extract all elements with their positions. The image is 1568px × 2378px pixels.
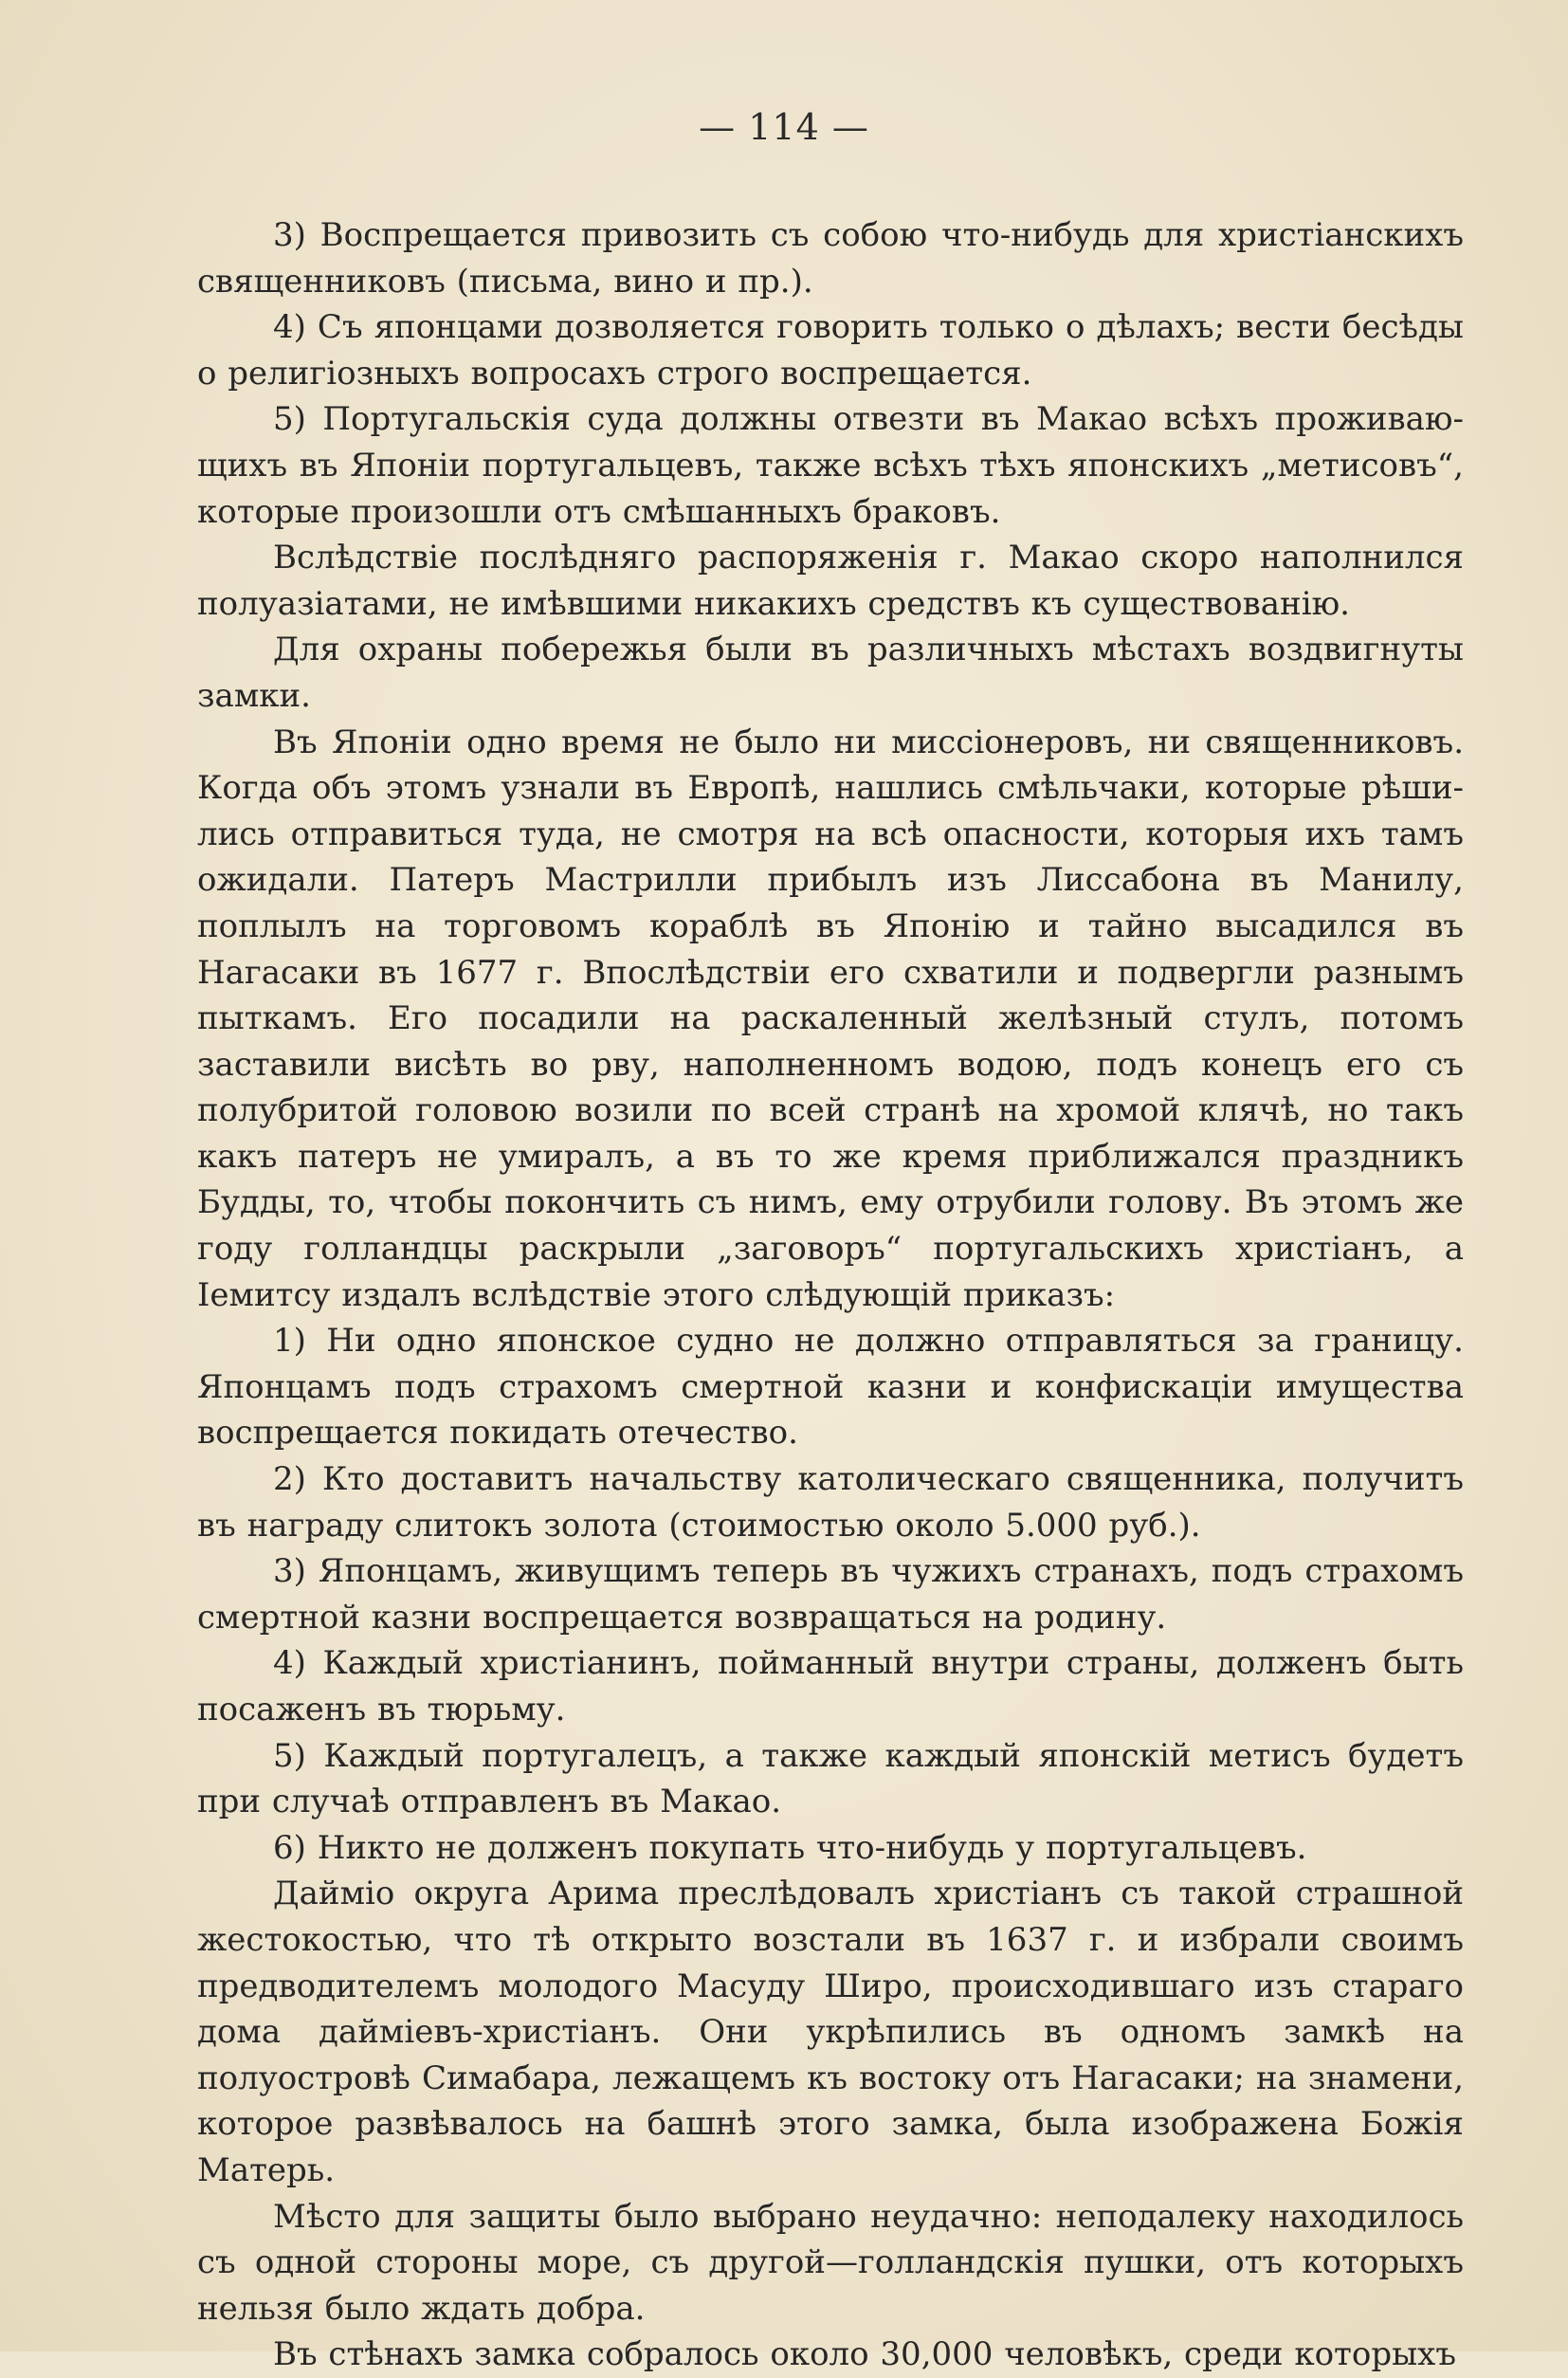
paragraph-prohibition-3: 3) Воспрещается привозить съ собою что-нибудь для христіанскихъ священниковъ (письма, вино и пр.). xyxy=(197,216,1464,301)
paragraph-decree-6: 6) Никто не долженъ покупать что-нибудь у португальцевъ. xyxy=(273,1828,1307,1867)
paragraph-decree-3: 3) Японцамъ, живущимъ теперь въ чужихъ странахъ, подъ страхомъ смертной казни воспрещается возвращаться на родину. xyxy=(197,1552,1464,1637)
page-number: — 114 — xyxy=(699,106,869,148)
paragraph-coastal-castles: Для охраны побережья были въ различныхъ мѣстахъ воздвигнуты замки. xyxy=(197,631,1464,715)
paragraph-missionaries: Въ Японіи одно время не было ни миссіонеровъ, ни священниковъ. Когда объ этомъ узнали въ Европѣ, нашлись смѣльчаки, которые рѣшились отправиться туда, не смотря на всѣ опасности, которыя ихъ тамъ ожидали. Патеръ Мастрилли прибылъ изъ Лиссабона въ Манилу, поплылъ на торговомъ кораблѣ въ Японію и тайно высадился въ Нагасаки въ 1677 г. Впослѣдствіи его схватили и подвергли разнымъ пыткамъ. Его посадили на раскаленный желѣзный стулъ, потомъ заставили висѣть во рву, наполненномъ водою, подъ конецъ его съ полубритой головою возили по всей странѣ на хромой клячѣ, но такъ какъ патеръ не умиралъ, а въ то же кремя приближался праздникъ Будды, то, чтобы покончить съ нимъ, ему отрубили голову. Въ этомъ же году голландцы раскрыли „заговоръ“ португальскихъ христіанъ, а Іемитсу издалъ вслѣдствіе этого слѣдующій приказъ: xyxy=(197,723,1464,1314)
paragraph-decree-4: 4) Каждый христіанинъ, пойманный внутри страны, долженъ быть посаженъ въ тюрьму. xyxy=(197,1644,1464,1729)
paragraph-arima-uprising: Дайміо округа Арима преслѣдовалъ христіанъ съ такой страшной жестокостью, что тѣ открыто возстали въ 1637 г. и избрали своимъ предводителемъ молодого Масуду Широ, происходившаго изъ стараго дома дайміевъ-христіанъ. Они укрѣпились въ одномъ замкѣ на полуостровѣ Симабара, лежащемъ къ востоку отъ Нагасаки; на знамени, которое развѣвалось на башнѣ этого замка, была изображена Божія Матерь. xyxy=(197,1875,1464,2189)
paragraph-decree-2: 2) Кто доставитъ начальству католическаго священника, получитъ въ награду слитокъ золота (стоимостью около 5.000 руб.). xyxy=(197,1460,1464,1545)
paragraph-prohibition-5: 5) Португальскія суда должны отвезти въ Макао всѣхъ проживающихъ въ Японіи португальцевъ, также всѣхъ тѣхъ японскихъ „метисовъ“, которые произошли отъ смѣшанныхъ браковъ. xyxy=(197,400,1464,531)
paragraph-castle-population: Въ стѣнахъ замка собралось около 30,000 человѣкъ, среди которыхъ xyxy=(273,2335,1456,2374)
paragraph-defense-site: Мѣсто для защиты было выбрано неудачно: неподалеку находилось съ одной стороны море, съ другой—голландскія пушки, отъ которыхъ нельзя было ждать добра. xyxy=(197,2197,1464,2328)
paragraph-decree-1: 1) Ни одно японское судно не должно отправляться за границу. Японцамъ подъ страхомъ смертной казни и конфискаціи имущества воспрещается покидать отечество. xyxy=(197,1322,1464,1453)
paragraph-prohibition-4: 4) Съ японцами дозволяется говорить только о дѣлахъ; вести бесѣды о религіозныхъ вопросахъ строго воспрещается. xyxy=(197,308,1464,393)
paragraph-decree-5: 5) Каждый португалецъ, а также каждый японскій метисъ будетъ при случаѣ отправленъ въ Макао. xyxy=(197,1736,1464,1821)
paragraph-macao: Вслѣдствіе послѣдняго распоряженія г. Макао скоро наполнился полуазіатами, не имѣвшими никакихъ средствъ къ существованію. xyxy=(197,539,1464,623)
text-body xyxy=(197,212,1464,2378)
